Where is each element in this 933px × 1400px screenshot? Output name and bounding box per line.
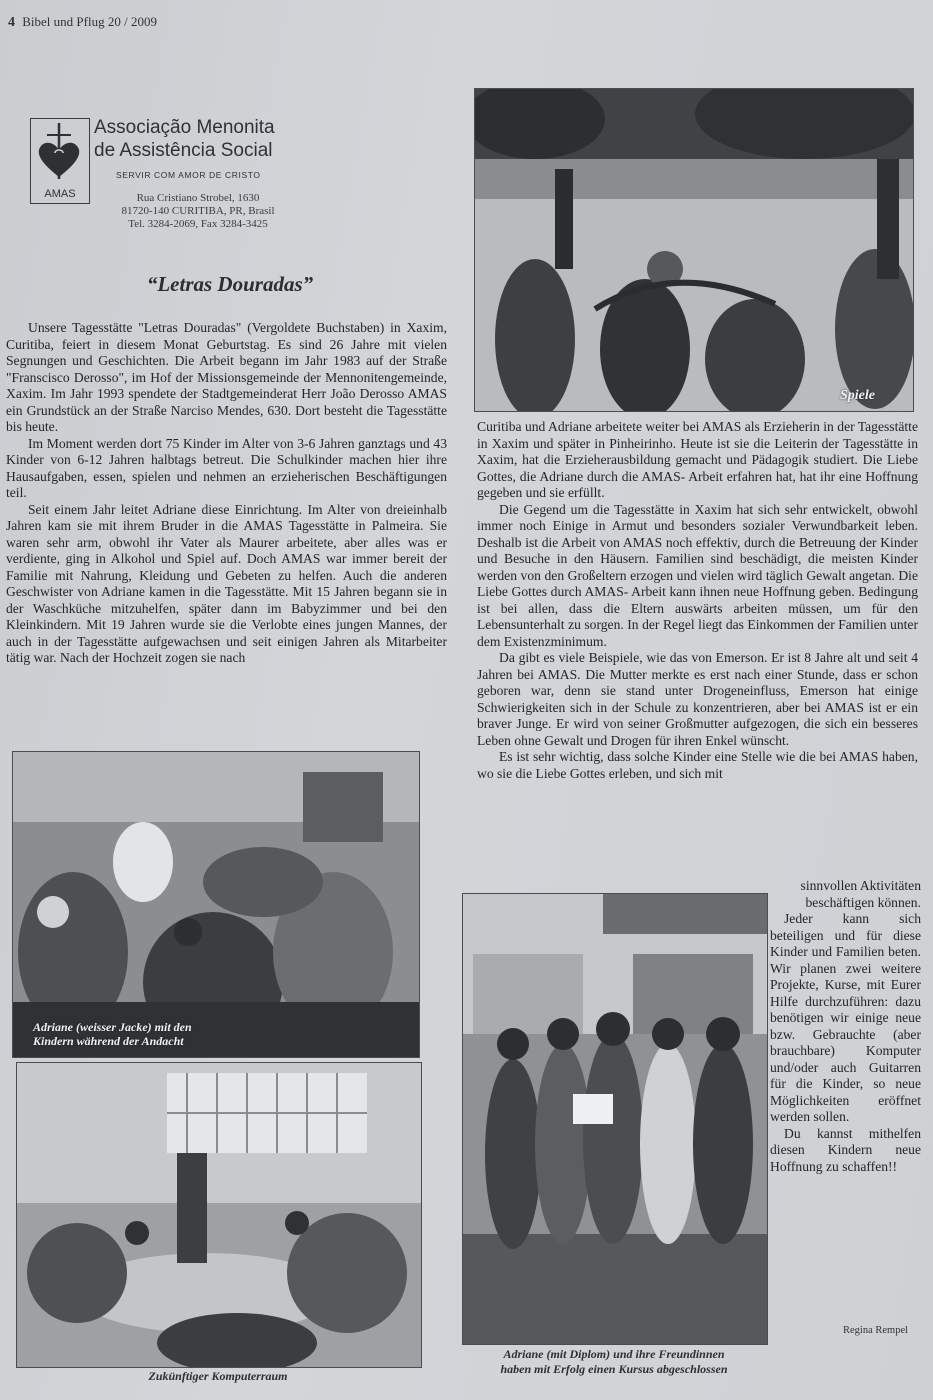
andacht-caption-line2: Kindern während der Andacht	[33, 1034, 184, 1048]
logo-text: AMAS	[44, 188, 76, 200]
org-address	[98, 192, 298, 231]
paragraph: Curitiba und Adriane arbeitete weiter bei AMAS als Erzieherin in der Tagesstätte in Xaxim und später in Pinheirinho. Heute ist sie die Leiterin der Tagesstätte in Xaxim, hat die Erzieherausbildung gemacht und Pädagogik studiert. Die Liebe Gottes, die Adriane durch die AMAS- Arbeit erfahren hat, hat ihr eine Hoffnung gegeben und sie erfüllt.	[477, 419, 918, 500]
address-city: 81720-140 CURITIBA, PR, Brasil	[121, 205, 275, 217]
andacht-caption-line1: Adriane (weisser Jacke) mit den	[33, 1020, 192, 1034]
diploma-caption-line1: Adriane (mit Diplom) und ihre Freundinnen	[503, 1347, 725, 1361]
page-number: 4	[8, 15, 15, 30]
paragraph: Jeder kann sich beteiligen und für diese Kinder und Familien beten. Wir planen zwei weitere Projekte, Kurse, mit Eurer Hilfe durchzuführen: dazu benötigen wir einige neue bzw. Gebrauchte (aber brauchbare) Komputer und/oder auch Guitarren für die Kinder, so neue Möglichkeiten eröffnet werden sollen.	[770, 911, 921, 1124]
paragraph: Im Moment werden dort 75 Kinder im Alter von 3-6 Jahren ganztags und 43 Kinder von 6-12 Jahren halbtags betreut. Die Schulkinder machen hier ihre Hausaufgaben, essen, spielen und nehmen an erzieherischen Beschäftigungen teil.	[6, 435, 447, 500]
paragraph: sinnvollen Aktivitäten beschäftigen können.	[800, 878, 921, 910]
article-column-left	[6, 320, 447, 667]
computer-room-photo	[17, 1063, 421, 1367]
org-name-line1: Associação Menonita	[94, 117, 275, 138]
paragraph: Du kannst mithelfen diesen Kindern neue Hoffnung zu schaffen!!	[770, 1125, 921, 1174]
paragraph: Es ist sehr wichtig, dass solche Kinder eine Stelle wie die bei AMAS haben, wo sie die Liebe Gottes erleben, und sich mit	[477, 749, 918, 781]
address-phone: Tel. 3284-2069, Fax 3284-3425	[128, 218, 268, 230]
article-title: “Letras Douradas”	[146, 272, 314, 296]
org-name	[94, 116, 275, 162]
author-name: Regina Rempel	[843, 1325, 909, 1336]
spiele-label: Spiele	[840, 388, 875, 403]
photo-computer-room	[16, 1062, 422, 1368]
article-column-right	[477, 419, 918, 782]
heart-cross-icon	[31, 119, 89, 203]
address-street: Rua Cristiano Strobel, 1630	[136, 192, 260, 204]
org-name-line2: de Assistência Social	[94, 140, 273, 161]
paragraph: Seit einem Jahr leitet Adriane diese Einrichtung. Im Alter von dreieinhalb Jahren kam sie mit ihrem Bruder in die AMAS Tagesstätte in Palmeira. Sie waren sehr arm, obwohl ihr Vater als Maurer arbeitete, aber alles was er verdiente, ging in Alkohol und Spiel auf. Doch AMAS war immer bereit der Familie mit Nahrung, Kleidung und Gebeten zu helfen. Auch die anderen Geschwister von Adriane kamen in die Tagesstätte. Mit 15 Jahren begann sie in der Waschküche mitzuhelfen, später dann im Babyzimmer und bei den Kleinkindern. Mit 19 Jahren wurde sie die Verlobte eines jungen Mannes, der auch in der Tagesstätte aufgewachsen und seit einigen Jahren als Mitarbeiter tätig war. Nach der Hochzeit zogen sie nach	[6, 501, 447, 665]
children-circle-photo	[475, 89, 913, 411]
andacht-caption	[33, 1020, 192, 1048]
org-tagline: SERVIR COM AMOR DE CRISTO	[116, 170, 261, 180]
diploma-group-photo	[463, 894, 767, 1344]
article-column-narrow	[770, 878, 921, 1175]
diploma-caption	[462, 1347, 766, 1377]
devotion-photo	[13, 752, 419, 1057]
paragraph: Da gibt es viele Beispiele, wie das von Emerson. Er ist 8 Jahre alt und seit 4 Jahren bei AMAS. Die Mutter merkte es erst nach einer Stunde, dass er schon geboren war, denn sie stand unter Drogeneinfluss, Emerson hat einige Schwierigkeiten sich in der Schule zu konzentrieren, aber bei AMAS ist er ein braver Junge. Er wird von seiner Großmutter aufgezogen, die sich ein besseres Leben ohne Gewalt und Drogen für ihren Enkel wünscht.	[477, 650, 918, 748]
publication-name: Bibel und Pflug 20 / 2009	[22, 14, 157, 29]
page-header	[8, 14, 157, 31]
paragraph: Unsere Tagesstätte "Letras Douradas" (Vergoldete Buchstaben) in Xaxim, Curitiba, feiert in diesem Monat Geburtstag. Es sind 26 Jahre mit vielen Segnungen und Geschichten. Die Arbeit begann im Jahr 1983 auf der Straße "Franscisco Derosso", im Hof der Missionsgemeinde der Mennonitengemeinde, Xaxim. Im Jahr 1993 spendete der Stadtgemeinderat Herr João Derosso AMAS ein Grundstück an der Straße Narciso Mendes, 630. Dort besteht die Tagesstätte bis heute.	[6, 320, 447, 434]
paragraph: Die Gegend um die Tagesstätte in Xaxim hat sich sehr entwickelt, obwohl immer noch Einige in Armut und besonders sozialer Verwundbarkeit leben. Deshalb ist die Arbeit von AMAS noch effektiv, durch die Betreuung der Kinder und Besuche in den Häusern. Familien sind beschädigt, die meisten Kinder werden von den Großeltern erzogen und vielen wird täglich Gewalt angetan. Die Liebe Gottes durch AMAS- Arbeit kann ihnen neue Hoffnung geben. Bedingung ist bei allen, dass die Eltern auswärts arbeiten müssen, um für den Lebensunterhalt zu sorgen. In der Regel liegt das Einkommen der Familien unter dem Existenzminimum.	[477, 501, 918, 649]
photo-andacht	[12, 751, 420, 1058]
photo-diploma	[462, 893, 768, 1345]
computer-room-caption: Zukünftiger Komputerraum	[148, 1369, 288, 1383]
amas-logo	[30, 118, 90, 204]
photo-spiele	[474, 88, 914, 412]
diploma-caption-line2: haben mit Erfolg einen Kursus abgeschlossen	[500, 1362, 728, 1376]
